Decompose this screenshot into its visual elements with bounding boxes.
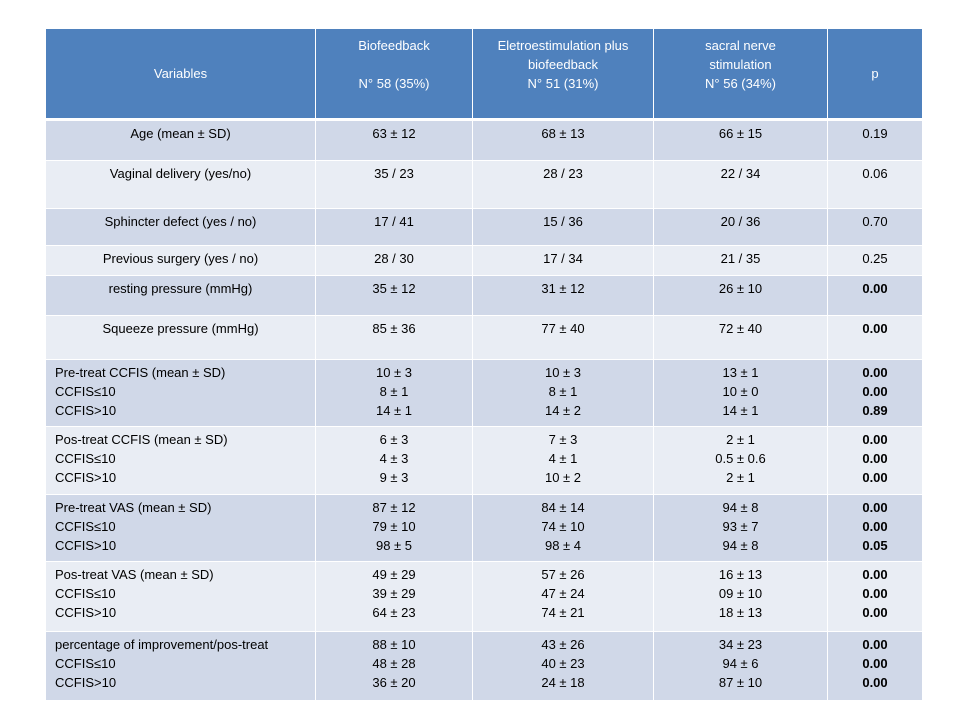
table-row bbox=[46, 161, 923, 209]
cell-electrostimulation bbox=[473, 209, 654, 246]
cell-p-value bbox=[828, 120, 923, 161]
cell-p-value bbox=[828, 246, 923, 276]
cell-sacral-nerve-line: 94 ± 8 bbox=[722, 500, 759, 515]
cell-electrostimulation bbox=[473, 161, 654, 209]
header-row bbox=[46, 29, 923, 120]
cell-electrostimulation-line: 43 ± 26 bbox=[541, 637, 585, 652]
cell-sacral-nerve-line: 94 ± 6 bbox=[722, 656, 759, 671]
cell-sacral-nerve bbox=[654, 316, 828, 360]
cell-sacral-nerve-line: 2 ± 1 bbox=[726, 470, 755, 485]
cell-biofeedback bbox=[316, 632, 473, 701]
cell-variable-line: percentage of improvement/pos-treat bbox=[55, 637, 269, 652]
cell-sacral-nerve-line: 2 ± 1 bbox=[726, 432, 755, 447]
cell-variable bbox=[46, 562, 316, 632]
cell-variable-line: CCFIS≤10 bbox=[55, 451, 116, 466]
cell-biofeedback-line: 98 ± 5 bbox=[375, 538, 413, 553]
cell-sacral-nerve bbox=[654, 360, 828, 427]
cell-electrostimulation bbox=[473, 562, 654, 632]
cell-variable-line: Previous surgery (yes / no) bbox=[102, 251, 259, 266]
cell-sacral-nerve-line: 26 ± 10 bbox=[718, 281, 763, 296]
cell-variable bbox=[46, 632, 316, 701]
cell-biofeedback-line: 36 ± 20 bbox=[372, 675, 416, 690]
cell-variable-line: CCFIS≤10 bbox=[55, 384, 116, 399]
cell-variable-line: Sphincter defect (yes / no) bbox=[104, 214, 257, 229]
data-table bbox=[45, 28, 923, 701]
cell-variable-line: CCFIS≤10 bbox=[55, 586, 116, 601]
cell-electrostimulation-line: 24 ± 18 bbox=[541, 675, 585, 690]
cell-variable-line: Vaginal delivery (yes/no) bbox=[109, 166, 252, 181]
cell-biofeedback-line: 8 ± 1 bbox=[379, 384, 409, 399]
cell-variable-line: resting pressure (mmHg) bbox=[108, 281, 253, 296]
cell-p-value-line: 0.70 bbox=[862, 214, 888, 229]
header-variables: Variables bbox=[46, 29, 316, 120]
cell-p-value-line: 0.00 bbox=[862, 384, 888, 399]
cell-p-value-line: 0.00 bbox=[862, 586, 888, 601]
cell-sacral-nerve-line: 10 ± 0 bbox=[722, 384, 759, 399]
cell-variable-line: Pre-treat CCFIS (mean ± SD) bbox=[55, 365, 226, 380]
cell-variable bbox=[46, 276, 316, 316]
table-row bbox=[46, 495, 923, 562]
cell-p-value bbox=[828, 276, 923, 316]
cell-sacral-nerve bbox=[654, 209, 828, 246]
cell-p-value-line: 0.00 bbox=[862, 321, 888, 336]
cell-biofeedback-line: 64 ± 23 bbox=[372, 605, 416, 620]
cell-sacral-nerve-line: 13 ± 1 bbox=[722, 365, 759, 380]
cell-sacral-nerve-line: 20 / 36 bbox=[720, 214, 761, 229]
cell-sacral-nerve bbox=[654, 632, 828, 701]
cell-variable-line: CCFIS≤10 bbox=[55, 519, 116, 534]
cell-p-value-line: 0.00 bbox=[862, 281, 888, 296]
cell-biofeedback-line: 4 ± 3 bbox=[379, 451, 409, 466]
cell-electrostimulation-line: 68 ± 13 bbox=[541, 126, 585, 141]
cell-biofeedback bbox=[316, 246, 473, 276]
cell-biofeedback bbox=[316, 562, 473, 632]
cell-biofeedback-line: 48 ± 28 bbox=[372, 656, 416, 671]
cell-biofeedback-line: 10 ± 3 bbox=[375, 365, 413, 380]
cell-variable-line: CCFIS≤10 bbox=[55, 656, 116, 671]
cell-variable-line: CCFIS>10 bbox=[55, 470, 117, 485]
header-group-biofeedback: Biofeedback N° 58 (35%) bbox=[316, 29, 473, 120]
cell-p-value bbox=[828, 161, 923, 209]
cell-sacral-nerve bbox=[654, 427, 828, 495]
cell-biofeedback-line: 49 ± 29 bbox=[372, 567, 416, 582]
table-row bbox=[46, 120, 923, 161]
cell-sacral-nerve bbox=[654, 562, 828, 632]
cell-p-value bbox=[828, 209, 923, 246]
cell-electrostimulation bbox=[473, 632, 654, 701]
cell-biofeedback-line: 28 / 30 bbox=[374, 251, 414, 266]
table-row bbox=[46, 562, 923, 632]
table-body bbox=[46, 120, 923, 701]
cell-variable-line: Squeeze pressure (mmHg) bbox=[102, 321, 259, 336]
cell-p-value bbox=[828, 316, 923, 360]
cell-biofeedback bbox=[316, 209, 473, 246]
cell-variable bbox=[46, 120, 316, 161]
cell-p-value bbox=[828, 632, 923, 701]
header-p: p bbox=[828, 29, 923, 120]
cell-p-value-line: 0.19 bbox=[862, 126, 888, 141]
header-group-sacral-nerve: sacral nerve stimulation N° 56 (34%) bbox=[654, 29, 828, 120]
cell-p-value-line: 0.06 bbox=[862, 166, 888, 181]
cell-biofeedback-line: 79 ± 10 bbox=[372, 519, 416, 534]
cell-electrostimulation-line: 98 ± 4 bbox=[544, 538, 582, 553]
cell-electrostimulation-line: 74 ± 21 bbox=[541, 605, 585, 620]
cell-sacral-nerve bbox=[654, 246, 828, 276]
cell-variable bbox=[46, 316, 316, 360]
cell-p-value-line: 0.00 bbox=[862, 637, 888, 652]
cell-electrostimulation-line: 74 ± 10 bbox=[541, 519, 585, 534]
cell-biofeedback bbox=[316, 276, 473, 316]
table-row bbox=[46, 209, 923, 246]
cell-biofeedback bbox=[316, 495, 473, 562]
cell-variable bbox=[46, 360, 316, 427]
table-row bbox=[46, 276, 923, 316]
cell-electrostimulation bbox=[473, 427, 654, 495]
cell-electrostimulation bbox=[473, 120, 654, 161]
cell-p-value-line: 0.00 bbox=[862, 470, 888, 485]
cell-variable bbox=[46, 246, 316, 276]
cell-biofeedback-line: 35 / 23 bbox=[374, 166, 414, 181]
table-row bbox=[46, 427, 923, 495]
table-row bbox=[46, 360, 923, 427]
cell-biofeedback bbox=[316, 316, 473, 360]
cell-p-value bbox=[828, 427, 923, 495]
cell-electrostimulation-line: 17 / 34 bbox=[543, 251, 583, 266]
cell-biofeedback bbox=[316, 360, 473, 427]
cell-biofeedback-line: 35 ± 12 bbox=[372, 281, 416, 296]
cell-p-value bbox=[828, 360, 923, 427]
cell-electrostimulation-line: 7 ± 3 bbox=[548, 432, 578, 447]
cell-p-value-line: 0.00 bbox=[862, 451, 888, 466]
cell-variable bbox=[46, 495, 316, 562]
table-row bbox=[46, 246, 923, 276]
cell-biofeedback-line: 17 / 41 bbox=[374, 214, 414, 229]
cell-p-value-line: 0.00 bbox=[862, 656, 888, 671]
cell-biofeedback-line: 9 ± 3 bbox=[379, 470, 409, 485]
cell-electrostimulation-line: 15 / 36 bbox=[543, 214, 583, 229]
cell-sacral-nerve bbox=[654, 161, 828, 209]
cell-variable bbox=[46, 161, 316, 209]
cell-biofeedback-line: 6 ± 3 bbox=[379, 432, 409, 447]
cell-p-value-line: 0.00 bbox=[862, 365, 888, 380]
cell-variable bbox=[46, 427, 316, 495]
cell-biofeedback-line: 85 ± 36 bbox=[372, 321, 416, 336]
cell-p-value-line: 0.00 bbox=[862, 675, 888, 690]
cell-p-value-line: 0.00 bbox=[862, 519, 888, 534]
cell-sacral-nerve-line: 93 ± 7 bbox=[722, 519, 759, 534]
cell-sacral-nerve bbox=[654, 495, 828, 562]
cell-electrostimulation-line: 84 ± 14 bbox=[541, 500, 585, 515]
cell-biofeedback bbox=[316, 120, 473, 161]
cell-variable-line: Pos-treat VAS (mean ± SD) bbox=[55, 567, 214, 582]
cell-variable-line: CCFIS>10 bbox=[55, 675, 117, 690]
cell-p-value-line: 0.00 bbox=[862, 605, 888, 620]
cell-p-value-line: 0.00 bbox=[862, 567, 888, 582]
cell-biofeedback-line: 63 ± 12 bbox=[372, 126, 416, 141]
cell-sacral-nerve-line: 18 ± 13 bbox=[718, 605, 763, 620]
cell-biofeedback-line: 14 ± 1 bbox=[375, 403, 413, 418]
cell-electrostimulation-line: 57 ± 26 bbox=[541, 567, 585, 582]
cell-p-value-line: 0.05 bbox=[862, 538, 888, 553]
cell-p-value bbox=[828, 495, 923, 562]
cell-variable-line: CCFIS>10 bbox=[55, 538, 117, 553]
cell-biofeedback-line: 87 ± 12 bbox=[372, 500, 416, 515]
cell-electrostimulation-line: 14 ± 2 bbox=[544, 403, 582, 418]
cell-electrostimulation-line: 47 ± 24 bbox=[541, 586, 585, 601]
cell-sacral-nerve bbox=[654, 276, 828, 316]
cell-sacral-nerve bbox=[654, 120, 828, 161]
cell-variable-line: CCFIS>10 bbox=[55, 403, 117, 418]
cell-variable-line: Pos-treat CCFIS (mean ± SD) bbox=[55, 432, 228, 447]
cell-variable-line: CCFIS>10 bbox=[55, 605, 117, 620]
cell-electrostimulation bbox=[473, 276, 654, 316]
cell-electrostimulation-line: 4 ± 1 bbox=[548, 451, 578, 466]
cell-variable-line: Pre-treat VAS (mean ± SD) bbox=[55, 500, 212, 515]
cell-p-value bbox=[828, 562, 923, 632]
cell-biofeedback bbox=[316, 427, 473, 495]
table-row bbox=[46, 316, 923, 360]
cell-sacral-nerve-line: 94 ± 8 bbox=[722, 538, 759, 553]
cell-electrostimulation bbox=[473, 360, 654, 427]
cell-sacral-nerve-line: 72 ± 40 bbox=[718, 321, 763, 336]
cell-electrostimulation-line: 10 ± 2 bbox=[544, 470, 582, 485]
cell-electrostimulation-line: 31 ± 12 bbox=[541, 281, 585, 296]
cell-electrostimulation bbox=[473, 246, 654, 276]
cell-variable-line: Age (mean ± SD) bbox=[130, 126, 231, 141]
cell-sacral-nerve-line: 16 ± 13 bbox=[718, 567, 763, 582]
cell-electrostimulation-line: 28 / 23 bbox=[543, 166, 583, 181]
cell-p-value-line: 0.00 bbox=[862, 500, 888, 515]
cell-sacral-nerve-line: 87 ± 10 bbox=[718, 675, 763, 690]
cell-p-value-line: 0.89 bbox=[862, 403, 888, 418]
cell-biofeedback-line: 88 ± 10 bbox=[372, 637, 416, 652]
cell-variable bbox=[46, 209, 316, 246]
cell-sacral-nerve-line: 66 ± 15 bbox=[718, 126, 763, 141]
cell-sacral-nerve-line: 09 ± 10 bbox=[718, 586, 763, 601]
header-group-electrostimulation: Eletroestimulation plus biofeedback N° 51 (31%) bbox=[473, 29, 654, 120]
cell-biofeedback-line: 39 ± 29 bbox=[372, 586, 416, 601]
cell-electrostimulation bbox=[473, 495, 654, 562]
table-row bbox=[46, 632, 923, 701]
cell-sacral-nerve-line: 0.5 ± 0.6 bbox=[715, 451, 766, 466]
cell-electrostimulation-line: 40 ± 23 bbox=[541, 656, 585, 671]
cell-electrostimulation-line: 77 ± 40 bbox=[541, 321, 585, 336]
cell-sacral-nerve-line: 34 ± 23 bbox=[718, 637, 763, 652]
cell-electrostimulation-line: 8 ± 1 bbox=[548, 384, 578, 399]
cell-p-value-line: 0.00 bbox=[862, 432, 888, 447]
cell-sacral-nerve-line: 21 / 35 bbox=[720, 251, 761, 266]
cell-p-value-line: 0.25 bbox=[862, 251, 888, 266]
cell-electrostimulation bbox=[473, 316, 654, 360]
cell-electrostimulation-line: 10 ± 3 bbox=[544, 365, 582, 380]
cell-biofeedback bbox=[316, 161, 473, 209]
cell-sacral-nerve-line: 14 ± 1 bbox=[722, 403, 759, 418]
cell-sacral-nerve-line: 22 / 34 bbox=[720, 166, 761, 181]
